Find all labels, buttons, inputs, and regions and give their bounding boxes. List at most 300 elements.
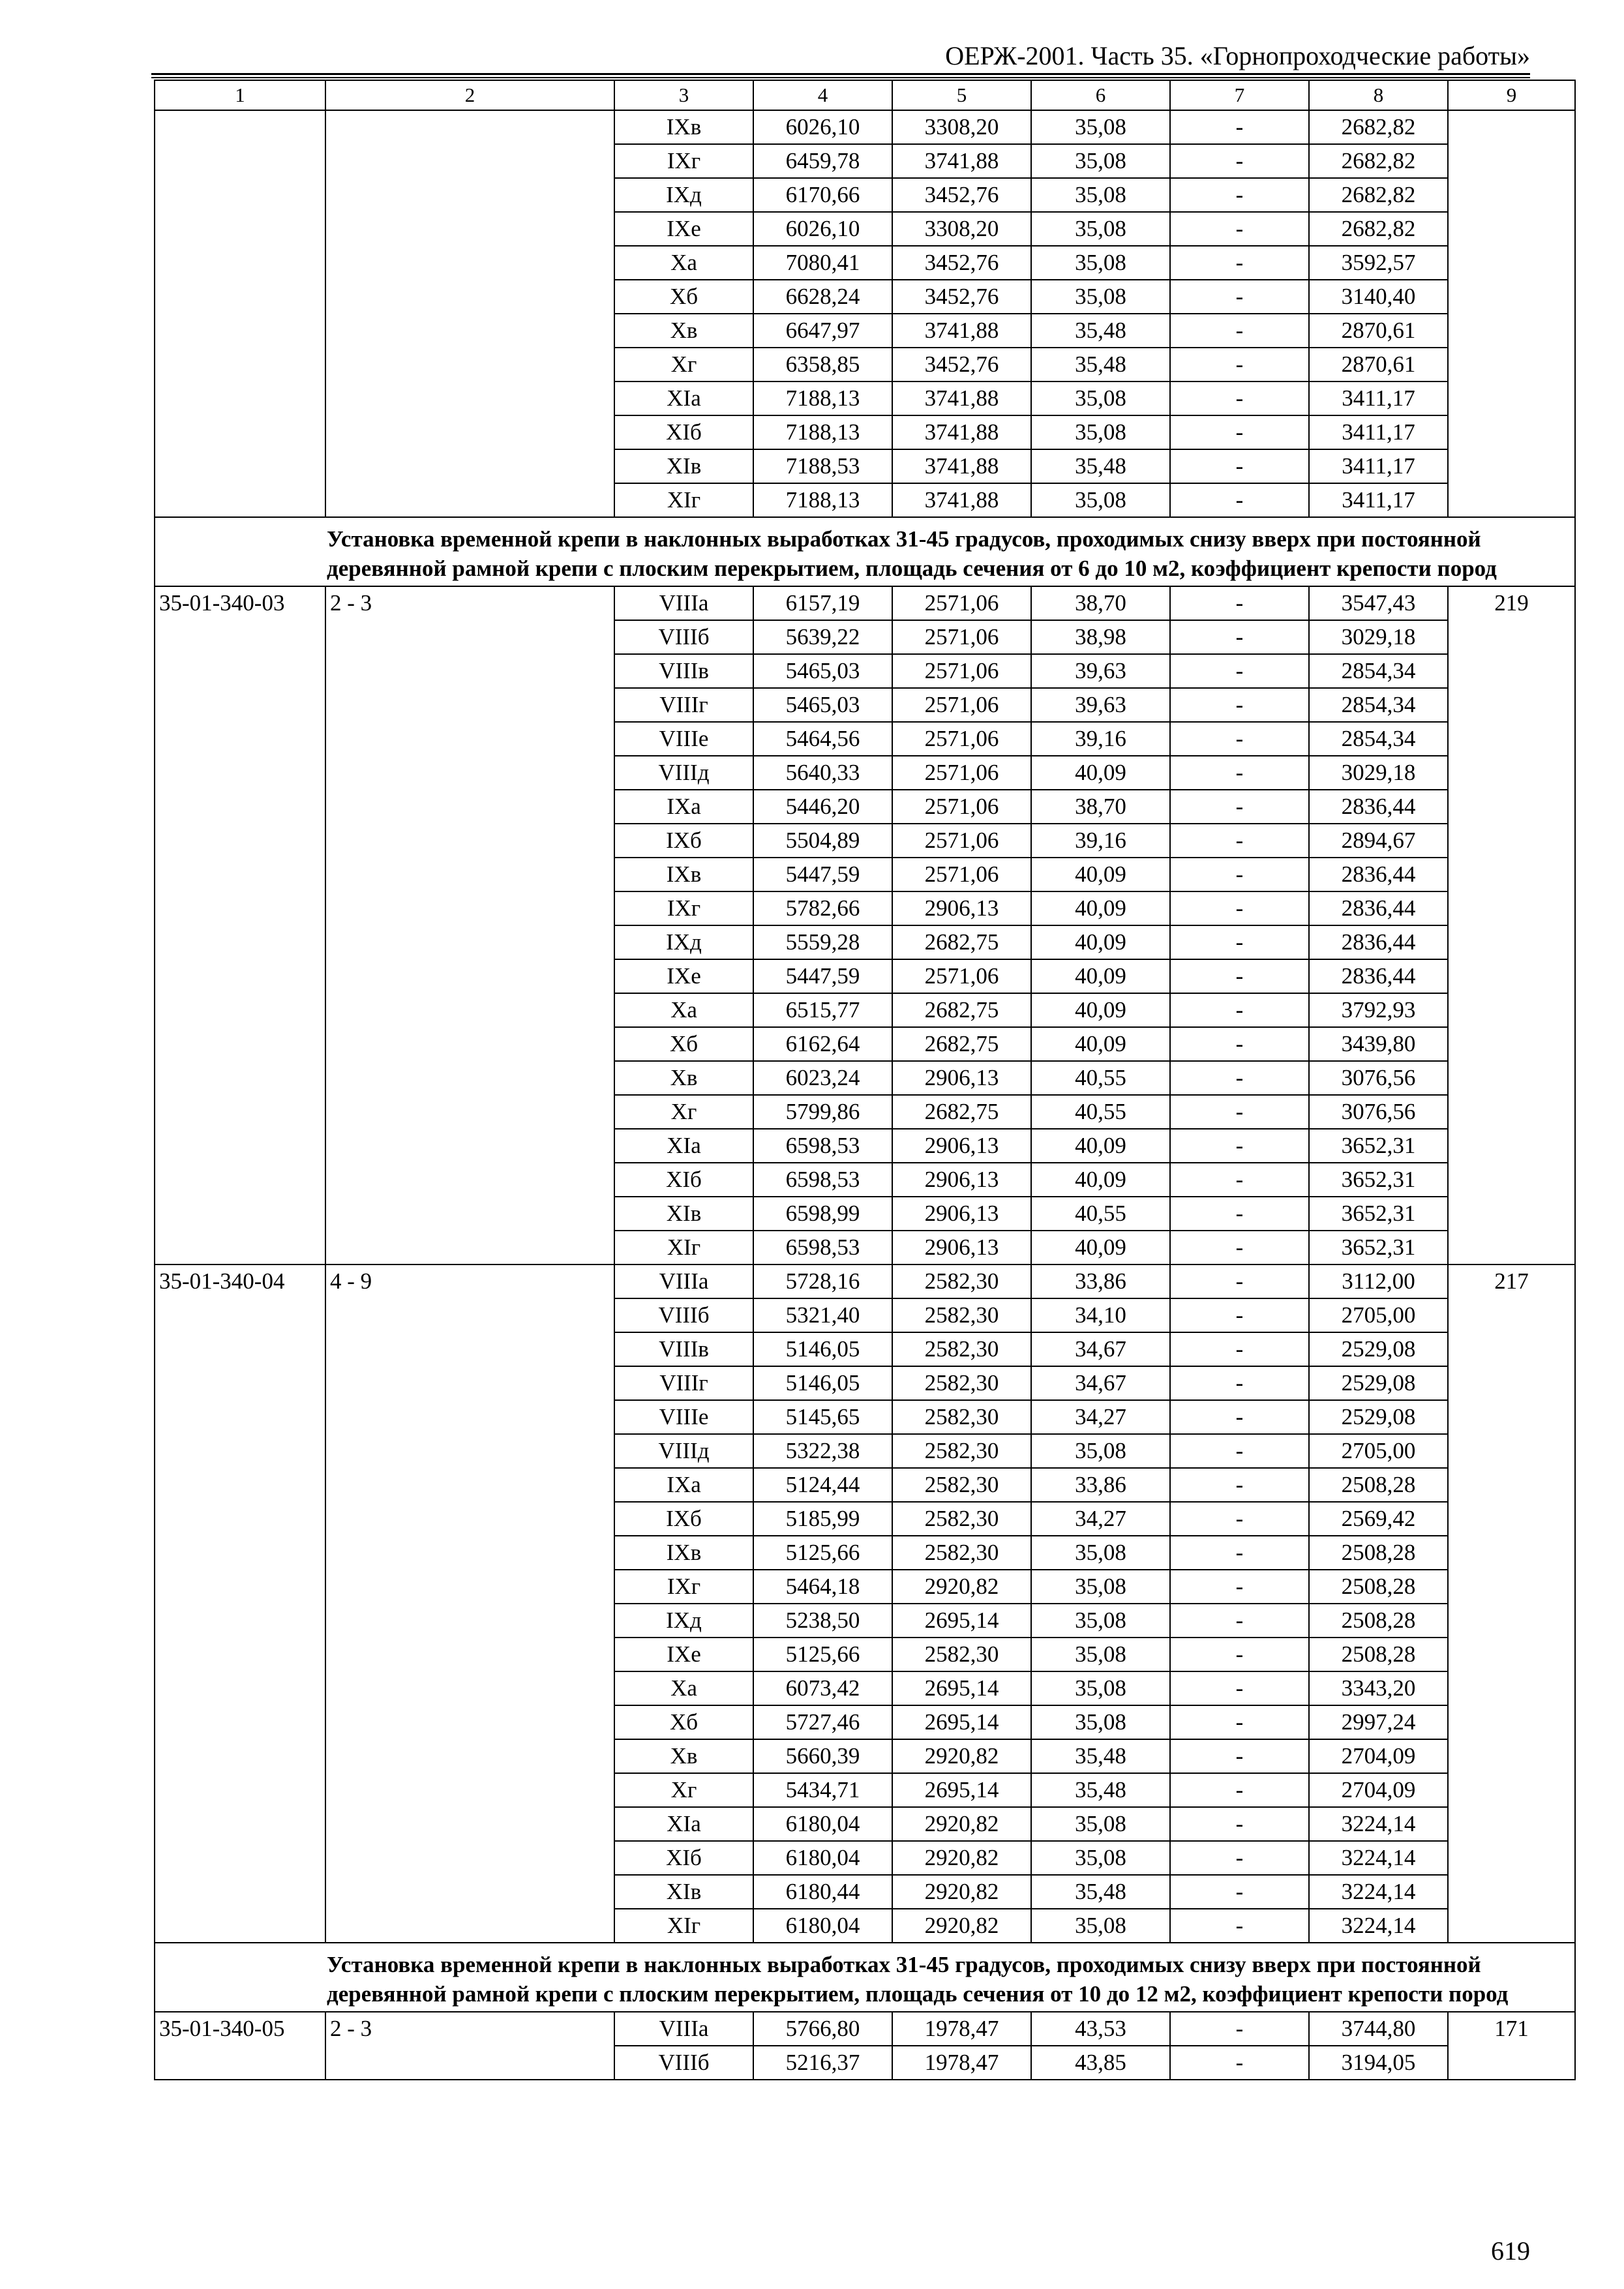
- category-cell: XIа: [614, 1807, 753, 1841]
- col7-cell: -: [1170, 415, 1309, 449]
- category-cell: VIIIв: [614, 654, 753, 688]
- materials-cost-cell: 3744,80: [1309, 2012, 1448, 2046]
- materials-cost-cell: 2836,44: [1309, 858, 1448, 891]
- category-cell: Xг: [614, 1773, 753, 1807]
- materials-cost-cell: 3652,31: [1309, 1231, 1448, 1264]
- rock-hardness-cell: 2 - 3: [325, 586, 614, 1264]
- col7-cell: -: [1170, 1570, 1309, 1604]
- col7-cell: -: [1170, 382, 1309, 415]
- col7-cell: -: [1170, 2012, 1309, 2046]
- labor-cost-cell: 3452,76: [892, 246, 1031, 280]
- materials-cost-cell: 2870,61: [1309, 314, 1448, 348]
- materials-cost-cell: 2836,44: [1309, 925, 1448, 959]
- col9-cell: 171: [1448, 2012, 1575, 2080]
- total-cost-cell: 7188,13: [753, 415, 892, 449]
- total-cost-cell: 5728,16: [753, 1264, 892, 1298]
- labor-cost-cell: 3308,20: [892, 212, 1031, 246]
- labor-cost-cell: 3741,88: [892, 382, 1031, 415]
- total-cost-cell: 6180,04: [753, 1807, 892, 1841]
- category-cell: Xв: [614, 1061, 753, 1095]
- col7-cell: -: [1170, 790, 1309, 824]
- col7-cell: -: [1170, 1095, 1309, 1129]
- total-cost-cell: 6157,19: [753, 586, 892, 620]
- machine-cost-cell: 35,08: [1031, 1671, 1170, 1705]
- labor-cost-cell: 2920,82: [892, 1875, 1031, 1909]
- col7-cell: -: [1170, 1197, 1309, 1231]
- labor-cost-cell: 2582,30: [892, 1332, 1031, 1366]
- materials-cost-cell: 2682,82: [1309, 144, 1448, 178]
- category-cell: VIIIб: [614, 620, 753, 654]
- labor-cost-cell: 3452,76: [892, 348, 1031, 382]
- col7-cell: -: [1170, 246, 1309, 280]
- total-cost-cell: 6598,53: [753, 1231, 892, 1264]
- col7-cell: -: [1170, 314, 1309, 348]
- col7-cell: -: [1170, 1061, 1309, 1095]
- machine-cost-cell: 35,48: [1031, 449, 1170, 483]
- materials-cost-cell: 2997,24: [1309, 1705, 1448, 1739]
- labor-cost-cell: 2582,30: [892, 1264, 1031, 1298]
- materials-cost-cell: 3411,17: [1309, 483, 1448, 517]
- materials-cost-cell: 2529,08: [1309, 1400, 1448, 1434]
- total-cost-cell: 5799,86: [753, 1095, 892, 1129]
- labor-cost-cell: 2920,82: [892, 1570, 1031, 1604]
- labor-cost-cell: 2695,14: [892, 1705, 1031, 1739]
- column-header: 2: [325, 80, 614, 110]
- machine-cost-cell: 39,16: [1031, 722, 1170, 756]
- col7-cell: -: [1170, 824, 1309, 858]
- section-title-row: [155, 517, 1575, 586]
- machine-cost-cell: 35,08: [1031, 246, 1170, 280]
- materials-cost-cell: 3343,20: [1309, 1671, 1448, 1705]
- machine-cost-cell: 40,09: [1031, 891, 1170, 925]
- category-cell: IXд: [614, 925, 753, 959]
- labor-cost-cell: 2582,30: [892, 1298, 1031, 1332]
- table-row: [155, 586, 1575, 620]
- total-cost-cell: 6170,66: [753, 178, 892, 212]
- machine-cost-cell: 38,70: [1031, 790, 1170, 824]
- category-cell: Xа: [614, 1671, 753, 1705]
- col7-cell: -: [1170, 959, 1309, 993]
- labor-cost-cell: 2571,06: [892, 722, 1031, 756]
- category-cell: IXб: [614, 824, 753, 858]
- column-header: 7: [1170, 80, 1309, 110]
- machine-cost-cell: 40,55: [1031, 1095, 1170, 1129]
- col7-cell: -: [1170, 1773, 1309, 1807]
- col7-cell: -: [1170, 1604, 1309, 1638]
- total-cost-cell: 5124,44: [753, 1468, 892, 1502]
- machine-cost-cell: 35,08: [1031, 1604, 1170, 1638]
- col7-cell: -: [1170, 1807, 1309, 1841]
- total-cost-cell: 5185,99: [753, 1502, 892, 1536]
- category-cell: IXе: [614, 1638, 753, 1671]
- col7-cell: -: [1170, 2046, 1309, 2080]
- total-cost-cell: 5145,65: [753, 1400, 892, 1434]
- materials-cost-cell: 3224,14: [1309, 1841, 1448, 1875]
- category-cell: IXа: [614, 790, 753, 824]
- category-cell: Xа: [614, 993, 753, 1027]
- materials-cost-cell: 3652,31: [1309, 1163, 1448, 1197]
- labor-cost-cell: 2920,82: [892, 1841, 1031, 1875]
- col7-cell: -: [1170, 1129, 1309, 1163]
- materials-cost-cell: 2704,09: [1309, 1773, 1448, 1807]
- category-cell: IXг: [614, 1570, 753, 1604]
- category-cell: VIIIе: [614, 722, 753, 756]
- materials-cost-cell: 2508,28: [1309, 1604, 1448, 1638]
- total-cost-cell: 6358,85: [753, 348, 892, 382]
- materials-cost-cell: 3439,80: [1309, 1027, 1448, 1061]
- category-cell: Xб: [614, 1705, 753, 1739]
- total-cost-cell: 6023,24: [753, 1061, 892, 1095]
- labor-cost-cell: 2920,82: [892, 1807, 1031, 1841]
- labor-cost-cell: 2571,06: [892, 824, 1031, 858]
- category-cell: VIIIд: [614, 1434, 753, 1468]
- col7-cell: -: [1170, 756, 1309, 790]
- col7-cell: -: [1170, 280, 1309, 314]
- labor-cost-cell: 3741,88: [892, 314, 1031, 348]
- machine-cost-cell: 35,08: [1031, 1909, 1170, 1943]
- machine-cost-cell: 40,09: [1031, 959, 1170, 993]
- total-cost-cell: 5238,50: [753, 1604, 892, 1638]
- col7-cell: -: [1170, 110, 1309, 144]
- machine-cost-cell: 35,08: [1031, 1841, 1170, 1875]
- category-cell: VIIIб: [614, 1298, 753, 1332]
- category-cell: IXв: [614, 110, 753, 144]
- norm-code-cell: 35-01-340-04: [155, 1264, 325, 1943]
- materials-cost-cell: 2870,61: [1309, 348, 1448, 382]
- col7-cell: -: [1170, 620, 1309, 654]
- column-header: 6: [1031, 80, 1170, 110]
- machine-cost-cell: 40,55: [1031, 1197, 1170, 1231]
- materials-cost-cell: 3652,31: [1309, 1197, 1448, 1231]
- total-cost-cell: 5146,05: [753, 1332, 892, 1366]
- labor-cost-cell: 2571,06: [892, 858, 1031, 891]
- labor-cost-cell: 2682,75: [892, 925, 1031, 959]
- category-cell: VIIIг: [614, 1366, 753, 1400]
- machine-cost-cell: 38,70: [1031, 586, 1170, 620]
- labor-cost-cell: 2920,82: [892, 1739, 1031, 1773]
- total-cost-cell: 5559,28: [753, 925, 892, 959]
- total-cost-cell: 6180,04: [753, 1909, 892, 1943]
- total-cost-cell: 5782,66: [753, 891, 892, 925]
- labor-cost-cell: 1978,47: [892, 2012, 1031, 2046]
- labor-cost-cell: 2695,14: [892, 1671, 1031, 1705]
- rock-hardness-cell: 2 - 3: [325, 2012, 614, 2080]
- col9-cell: [1448, 110, 1575, 517]
- labor-cost-cell: 2571,06: [892, 756, 1031, 790]
- labor-cost-cell: 2682,75: [892, 1027, 1031, 1061]
- machine-cost-cell: 35,08: [1031, 110, 1170, 144]
- col7-cell: -: [1170, 688, 1309, 722]
- materials-cost-cell: 3411,17: [1309, 382, 1448, 415]
- machine-cost-cell: 40,09: [1031, 1027, 1170, 1061]
- labor-cost-cell: 2906,13: [892, 891, 1031, 925]
- machine-cost-cell: 35,08: [1031, 483, 1170, 517]
- machine-cost-cell: 40,09: [1031, 1129, 1170, 1163]
- machine-cost-cell: 43,53: [1031, 2012, 1170, 2046]
- category-cell: VIIIа: [614, 2012, 753, 2046]
- machine-cost-cell: 38,98: [1031, 620, 1170, 654]
- labor-cost-cell: 3741,88: [892, 483, 1031, 517]
- labor-cost-cell: 2920,82: [892, 1909, 1031, 1943]
- materials-cost-cell: 3194,05: [1309, 2046, 1448, 2080]
- section-title: Установка временной крепи в наклонных выработках 31-45 градусов, проходимых снизу вверх при постоянной деревянной рамной крепи с плоским перекрытием, площадь сечения от 6 до 10 м2, коэффициент крепости пород: [155, 517, 1575, 586]
- col7-cell: -: [1170, 1739, 1309, 1773]
- machine-cost-cell: 39,63: [1031, 654, 1170, 688]
- total-cost-cell: 6515,77: [753, 993, 892, 1027]
- machine-cost-cell: 34,27: [1031, 1502, 1170, 1536]
- machine-cost-cell: 34,27: [1031, 1400, 1170, 1434]
- total-cost-cell: 7188,13: [753, 483, 892, 517]
- materials-cost-cell: 2704,09: [1309, 1739, 1448, 1773]
- materials-cost-cell: 3112,00: [1309, 1264, 1448, 1298]
- labor-cost-cell: 2906,13: [892, 1163, 1031, 1197]
- labor-cost-cell: 2582,30: [892, 1638, 1031, 1671]
- col7-cell: -: [1170, 1027, 1309, 1061]
- materials-cost-cell: 2508,28: [1309, 1570, 1448, 1604]
- col7-cell: -: [1170, 178, 1309, 212]
- section-title: Установка временной крепи в наклонных выработках 31-45 градусов, проходимых снизу вверх при постоянной деревянной рамной крепи с плоским перекрытием, площадь сечения от 10 до 12 м2, коэффициент крепости пород: [155, 1943, 1575, 2012]
- materials-cost-cell: 3224,14: [1309, 1875, 1448, 1909]
- total-cost-cell: 6647,97: [753, 314, 892, 348]
- category-cell: XIг: [614, 1231, 753, 1264]
- category-cell: VIIIа: [614, 1264, 753, 1298]
- total-cost-cell: 5660,39: [753, 1739, 892, 1773]
- col7-cell: -: [1170, 1536, 1309, 1570]
- col7-cell: -: [1170, 1366, 1309, 1400]
- materials-cost-cell: 2836,44: [1309, 891, 1448, 925]
- total-cost-cell: 6162,64: [753, 1027, 892, 1061]
- total-cost-cell: 6628,24: [753, 280, 892, 314]
- labor-cost-cell: 1978,47: [892, 2046, 1031, 2080]
- col7-cell: -: [1170, 1638, 1309, 1671]
- category-cell: IXе: [614, 959, 753, 993]
- total-cost-cell: 5504,89: [753, 824, 892, 858]
- materials-cost-cell: 2529,08: [1309, 1332, 1448, 1366]
- materials-cost-cell: 3224,14: [1309, 1807, 1448, 1841]
- labor-cost-cell: 3308,20: [892, 110, 1031, 144]
- labor-cost-cell: 2906,13: [892, 1129, 1031, 1163]
- labor-cost-cell: 2571,06: [892, 586, 1031, 620]
- col7-cell: -: [1170, 449, 1309, 483]
- materials-cost-cell: 2508,28: [1309, 1468, 1448, 1502]
- total-cost-cell: 5640,33: [753, 756, 892, 790]
- machine-cost-cell: 35,08: [1031, 415, 1170, 449]
- total-cost-cell: 6598,53: [753, 1163, 892, 1197]
- machine-cost-cell: 35,08: [1031, 1807, 1170, 1841]
- materials-cost-cell: 3652,31: [1309, 1129, 1448, 1163]
- category-cell: Xб: [614, 280, 753, 314]
- column-number-row: [155, 80, 1575, 110]
- col7-cell: -: [1170, 1909, 1309, 1943]
- total-cost-cell: 5146,05: [753, 1366, 892, 1400]
- norm-code-cell: 35-01-340-03: [155, 586, 325, 1264]
- materials-cost-cell: 2508,28: [1309, 1536, 1448, 1570]
- total-cost-cell: 5727,46: [753, 1705, 892, 1739]
- materials-cost-cell: 2705,00: [1309, 1434, 1448, 1468]
- total-cost-cell: 6598,53: [753, 1129, 892, 1163]
- machine-cost-cell: 35,08: [1031, 1705, 1170, 1739]
- norm-code-cell: 35-01-340-05: [155, 2012, 325, 2080]
- col7-cell: -: [1170, 483, 1309, 517]
- materials-cost-cell: 3076,56: [1309, 1061, 1448, 1095]
- labor-cost-cell: 2571,06: [892, 790, 1031, 824]
- norms-table: [154, 80, 1576, 2080]
- materials-cost-cell: 3224,14: [1309, 1909, 1448, 1943]
- norm-code-cell: [155, 110, 325, 517]
- category-cell: IXд: [614, 178, 753, 212]
- category-cell: VIIIд: [614, 756, 753, 790]
- labor-cost-cell: 3452,76: [892, 178, 1031, 212]
- table-row: [155, 2012, 1575, 2046]
- machine-cost-cell: 40,09: [1031, 925, 1170, 959]
- total-cost-cell: 5125,66: [753, 1536, 892, 1570]
- page-number: 619: [1491, 2236, 1530, 2266]
- category-cell: VIIIв: [614, 1332, 753, 1366]
- labor-cost-cell: 2682,75: [892, 993, 1031, 1027]
- col7-cell: -: [1170, 654, 1309, 688]
- col7-cell: -: [1170, 586, 1309, 620]
- machine-cost-cell: 40,09: [1031, 1231, 1170, 1264]
- column-header: 3: [614, 80, 753, 110]
- total-cost-cell: 5464,18: [753, 1570, 892, 1604]
- materials-cost-cell: 2682,82: [1309, 110, 1448, 144]
- machine-cost-cell: 40,09: [1031, 1163, 1170, 1197]
- materials-cost-cell: 3029,18: [1309, 756, 1448, 790]
- table-row: [155, 1264, 1575, 1298]
- total-cost-cell: 6598,99: [753, 1197, 892, 1231]
- machine-cost-cell: 35,48: [1031, 1773, 1170, 1807]
- materials-cost-cell: 3411,17: [1309, 449, 1448, 483]
- col7-cell: -: [1170, 1705, 1309, 1739]
- column-header: 9: [1448, 80, 1575, 110]
- total-cost-cell: 6180,44: [753, 1875, 892, 1909]
- materials-cost-cell: 2682,82: [1309, 178, 1448, 212]
- machine-cost-cell: 35,48: [1031, 1739, 1170, 1773]
- machine-cost-cell: 34,10: [1031, 1298, 1170, 1332]
- total-cost-cell: 7080,41: [753, 246, 892, 280]
- machine-cost-cell: 35,48: [1031, 1875, 1170, 1909]
- category-cell: IXг: [614, 891, 753, 925]
- category-cell: Xб: [614, 1027, 753, 1061]
- total-cost-cell: 5465,03: [753, 654, 892, 688]
- materials-cost-cell: 2705,00: [1309, 1298, 1448, 1332]
- col7-cell: -: [1170, 858, 1309, 891]
- header-rule-thin: [151, 77, 1530, 78]
- total-cost-cell: 5766,80: [753, 2012, 892, 2046]
- category-cell: Xа: [614, 246, 753, 280]
- total-cost-cell: 5639,22: [753, 620, 892, 654]
- total-cost-cell: 7188,13: [753, 382, 892, 415]
- column-header: 8: [1309, 80, 1448, 110]
- total-cost-cell: 5447,59: [753, 959, 892, 993]
- col7-cell: -: [1170, 1671, 1309, 1705]
- labor-cost-cell: 2582,30: [892, 1366, 1031, 1400]
- total-cost-cell: 5321,40: [753, 1298, 892, 1332]
- machine-cost-cell: 35,08: [1031, 212, 1170, 246]
- labor-cost-cell: 2582,30: [892, 1434, 1031, 1468]
- col7-cell: -: [1170, 1400, 1309, 1434]
- labor-cost-cell: 2906,13: [892, 1231, 1031, 1264]
- category-cell: Xв: [614, 314, 753, 348]
- materials-cost-cell: 3592,57: [1309, 246, 1448, 280]
- labor-cost-cell: 3741,88: [892, 144, 1031, 178]
- machine-cost-cell: 39,63: [1031, 688, 1170, 722]
- header-rule: [151, 73, 1530, 75]
- col7-cell: -: [1170, 212, 1309, 246]
- total-cost-cell: 5465,03: [753, 688, 892, 722]
- col9-cell: 219: [1448, 586, 1575, 1264]
- col7-cell: -: [1170, 1163, 1309, 1197]
- category-cell: XIг: [614, 483, 753, 517]
- materials-cost-cell: 2854,34: [1309, 654, 1448, 688]
- col7-cell: -: [1170, 1841, 1309, 1875]
- materials-cost-cell: 3140,40: [1309, 280, 1448, 314]
- column-header: 4: [753, 80, 892, 110]
- machine-cost-cell: 35,08: [1031, 1434, 1170, 1468]
- col7-cell: -: [1170, 144, 1309, 178]
- materials-cost-cell: 2854,34: [1309, 722, 1448, 756]
- machine-cost-cell: 33,86: [1031, 1468, 1170, 1502]
- machine-cost-cell: 40,55: [1031, 1061, 1170, 1095]
- col7-cell: -: [1170, 722, 1309, 756]
- norms-table-body: [155, 80, 1575, 2080]
- labor-cost-cell: 2695,14: [892, 1773, 1031, 1807]
- col7-cell: -: [1170, 925, 1309, 959]
- labor-cost-cell: 2906,13: [892, 1197, 1031, 1231]
- materials-cost-cell: 2854,34: [1309, 688, 1448, 722]
- category-cell: IXе: [614, 212, 753, 246]
- materials-cost-cell: 2529,08: [1309, 1366, 1448, 1400]
- category-cell: IXв: [614, 858, 753, 891]
- labor-cost-cell: 3452,76: [892, 280, 1031, 314]
- materials-cost-cell: 3411,17: [1309, 415, 1448, 449]
- machine-cost-cell: 35,08: [1031, 1536, 1170, 1570]
- labor-cost-cell: 2682,75: [892, 1095, 1031, 1129]
- labor-cost-cell: 2571,06: [892, 654, 1031, 688]
- labor-cost-cell: 2906,13: [892, 1061, 1031, 1095]
- col7-cell: -: [1170, 891, 1309, 925]
- materials-cost-cell: 3029,18: [1309, 620, 1448, 654]
- labor-cost-cell: 3741,88: [892, 449, 1031, 483]
- category-cell: XIб: [614, 415, 753, 449]
- machine-cost-cell: 35,08: [1031, 1570, 1170, 1604]
- col7-cell: -: [1170, 993, 1309, 1027]
- machine-cost-cell: 34,67: [1031, 1366, 1170, 1400]
- labor-cost-cell: 2582,30: [892, 1468, 1031, 1502]
- materials-cost-cell: 2836,44: [1309, 959, 1448, 993]
- total-cost-cell: 6459,78: [753, 144, 892, 178]
- machine-cost-cell: 40,09: [1031, 858, 1170, 891]
- category-cell: XIв: [614, 449, 753, 483]
- labor-cost-cell: 3741,88: [892, 415, 1031, 449]
- total-cost-cell: 5447,59: [753, 858, 892, 891]
- category-cell: VIIIб: [614, 2046, 753, 2080]
- labor-cost-cell: 2571,06: [892, 620, 1031, 654]
- total-cost-cell: 5464,56: [753, 722, 892, 756]
- category-cell: IXг: [614, 144, 753, 178]
- labor-cost-cell: 2571,06: [892, 688, 1031, 722]
- materials-cost-cell: 3547,43: [1309, 586, 1448, 620]
- total-cost-cell: 7188,53: [753, 449, 892, 483]
- machine-cost-cell: 43,85: [1031, 2046, 1170, 2080]
- total-cost-cell: 5125,66: [753, 1638, 892, 1671]
- col7-cell: -: [1170, 1298, 1309, 1332]
- category-cell: XIа: [614, 1129, 753, 1163]
- total-cost-cell: 5322,38: [753, 1434, 892, 1468]
- labor-cost-cell: 2695,14: [892, 1604, 1031, 1638]
- category-cell: IXб: [614, 1502, 753, 1536]
- labor-cost-cell: 2582,30: [892, 1502, 1031, 1536]
